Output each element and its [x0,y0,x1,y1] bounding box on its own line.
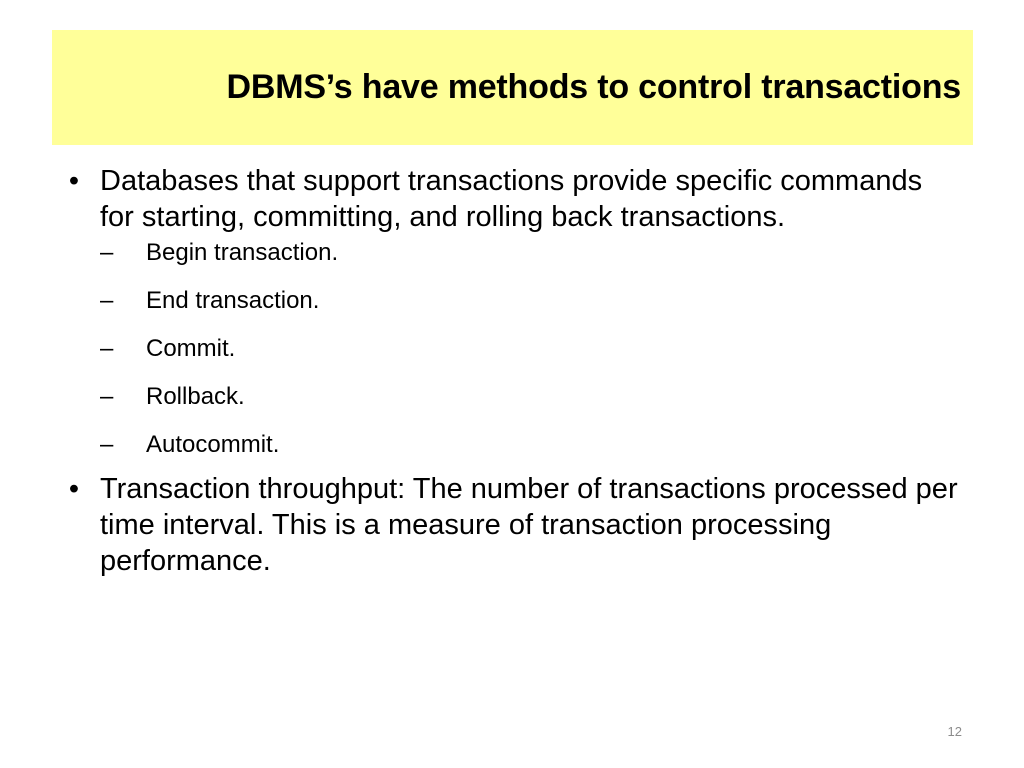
page-number: 12 [947,724,962,739]
bullet-item [62,163,962,235]
dash-marker: – [100,431,114,458]
bullet-text: Transaction throughput: The number of transactions processed per time interval. This is a measure of transaction processing performance. [100,473,958,577]
bullet-text: Databases that support transactions provide specific commands for starting, committing, and rolling back transactions. [100,165,923,233]
slide-body [62,163,962,579]
dash-marker: – [100,287,114,314]
sub-bullet-text: End transaction. [146,287,320,314]
sub-bullet-text: Commit. [146,335,236,362]
dash-marker: – [100,383,114,410]
sub-bullet-item [100,431,962,459]
title-banner [52,30,973,145]
bullet-item [62,471,962,579]
sub-bullet-text: Rollback. [146,383,245,410]
dash-marker: – [100,239,114,266]
sub-bullet-text: Autocommit. [146,431,280,458]
sub-bullet-list [100,239,962,459]
bullet-marker: • [68,473,80,505]
slide-title: DBMS’s have methods to control transactions [226,68,961,106]
sub-bullet-item [100,287,962,315]
sub-bullet-text: Begin transaction. [146,239,339,266]
sub-bullet-item [100,239,962,267]
dash-marker: – [100,335,114,362]
sub-bullet-item [100,335,962,363]
bullet-marker: • [68,165,80,197]
sub-bullet-item [100,383,962,411]
